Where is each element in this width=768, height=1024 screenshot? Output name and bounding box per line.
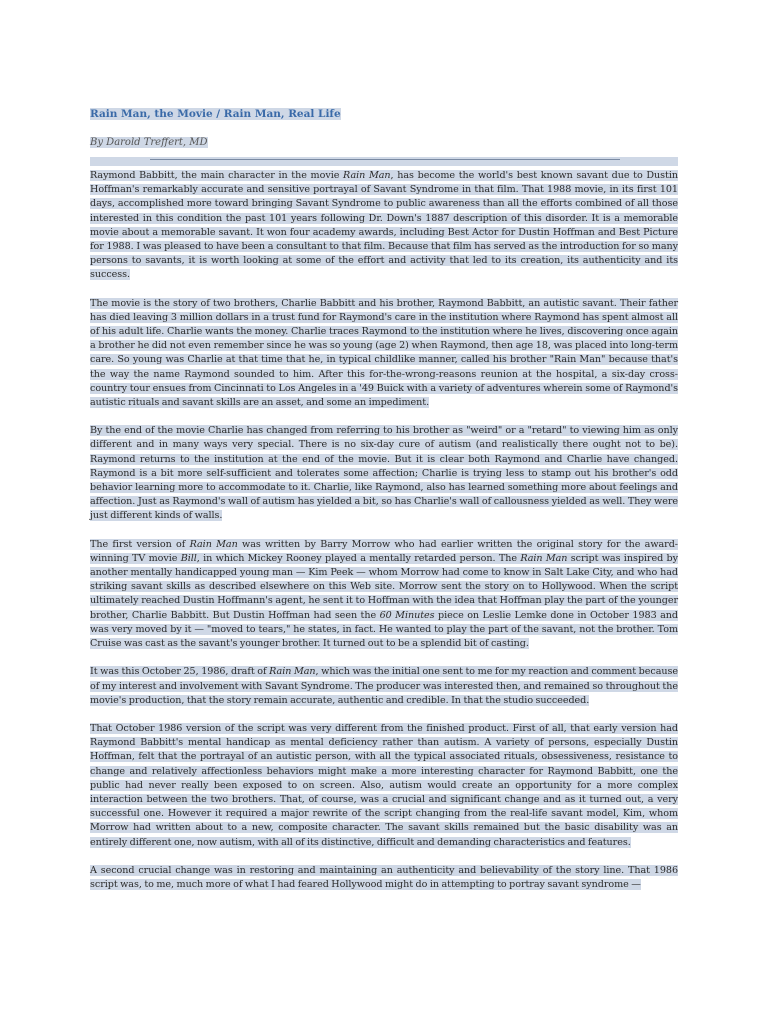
paragraph: [90, 722, 678, 850]
italic-title-text: Rain Man: [343, 170, 391, 181]
paragraph-list: [90, 169, 678, 892]
text-run: By the end of the movie Charlie has changed from referring to his brother as "weird" or a "retard" to viewing him as only different and in many ways very special. There is no six-day cure of autism (and realistically there ought not to be). Raymond returns to the institution at the end of the movie. But it is clear both Raymond and Charlie have changed. Raymond is a bit more self-sufficient and tolerates some affection; Charlie is trying less to stamp out his brother's odd behavior learning more to accommodate to it. Charlie, like Raymond, also has learned something more about feelings and affection. Just as Raymond's wall of autism has yielded a bit, so has Charlie's wall of callousness yielded as well. They were just different kinds of walls.: [90, 425, 678, 522]
paragraph-text: [90, 298, 678, 408]
rule-line: [150, 159, 620, 160]
text-run: was written by Barry Morrow who had earlier written the original story for the award-winning TV movie: [90, 538, 678, 564]
text-run: That October 1986 version of the script was very different from the finished product. First of all, that early version had Raymond Babbitt's mental handicap as mental deficiency rather than autism. A variety of persons, especially Dustin Hoffman, felt that the portrayal of an autistic person, with all the typical associated rituals, obsessiveness, resistance to change and relatively affectionless behaviors might make a more interesting character for Raymond Babbitt, one the public had never really been exposed to on screen. Also, autism would create an opportunity for a more complex interaction between the two brothers. That, of course, was a crucial and significant change and as it turned out, a very successful one. However it required a major rewrite of the script changing from the real-life savant model, Kim, whom Morrow had written about to a new, composite character. The savant skills remained but the basic disability was an entirely different one, now autism, with all of its distinctive, difficult and demanding characteristics and features.: [90, 722, 678, 848]
title-text: Rain Man, the Movie / Rain Man, Real Life: [90, 108, 341, 120]
paragraph-text: [90, 666, 678, 705]
text-run: A second crucial change was in restoring and maintaining an authenticity and believability of the story line. That 1986 script was, to me, much more of what I had feared Hollywood might do in attempting to portray savant syndrome —: [90, 864, 678, 890]
horizontal-rule: [90, 157, 678, 166]
paragraph-text: [90, 539, 678, 649]
paragraph: [90, 297, 678, 411]
article-title: [90, 106, 678, 122]
paragraph: [90, 169, 678, 283]
text-run: It was this October 25, 1986, draft of: [90, 666, 270, 678]
paragraph: [90, 424, 678, 523]
text-run: piece on Leslie Lemke done in October 1983 and was very moved by it — "moved to tears," he states, in fact. He wanted to play the part of the savant, not the brother. Tom Cruise was cast as the savant's younger brother. It turned out to be a splendid bit of casting.: [90, 609, 679, 650]
text-run: , which was the initial one sent to me for my reaction and comment because of my interest and involvement with Savant Syndrome. The producer was interested then, and remained so throughout the movie's production, that the story remain accurate, authentic and credible. In that the studio succeeded.: [90, 666, 678, 706]
italic-title-text: Rain Man: [520, 552, 568, 564]
author-text: By Darold Treffert, MD: [90, 137, 208, 148]
article-body: [90, 106, 678, 906]
text-run: The first version of: [90, 538, 190, 550]
paragraph-text: [90, 170, 678, 280]
article-author: [90, 135, 678, 151]
paragraph-text: [90, 865, 678, 890]
text-run: script was inspired by another mentally handicapped young man — Kim Peek — whom Morrow had come to know in Salt Lake City, and who had striking savant skills as described elsewhere on this Web site. Morrow sent the story on to Hollywood. When the script ultimately reached Dustin Hoffmann's agent, he sent it to Hoffman with the idea that Hoffman play the part of the younger brother, Charlie Babbitt. But Dustin Hoffman had seen the: [90, 552, 678, 621]
text-run: Raymond Babbitt, the main character in the movie: [90, 170, 344, 181]
paragraph: [90, 538, 678, 652]
paragraph-text: [90, 723, 678, 848]
paragraph: [90, 665, 678, 708]
paragraph: [90, 864, 678, 892]
italic-title-text: Rain Man: [269, 666, 316, 678]
paragraph-text: [90, 425, 678, 521]
italic-title-text: Bill: [180, 552, 197, 564]
italic-title-text: Rain Man: [189, 538, 238, 550]
text-run: , in which Mickey Rooney played a mentally retarded person. The: [196, 552, 521, 564]
italic-title-text: 60 Minutes: [379, 609, 435, 621]
text-run: The movie is the story of two brothers, Charlie Babbitt and his brother, Raymond Babbitt, an autistic savant. Their father has died leaving 3 million dollars in a trust fund for Raymond's care in the institution where Raymond has spent almost all of his adult life. Charlie wants the money. Charlie traces Raymond to the institution where he lives, discovering once again a brother he did not even remember since he was so young (age 2) when Raymond, then age 18, was placed into long-term care. So young was Charlie at that time that he, in typical childlike manner, called his brother "Rain Man" because that's the way the name Raymond sounded to him. After this for-the-wrong-reasons reunion at the hospital, a six-day cross-country tour ensues from Cincinnati to Los Angeles in a '49 Buick with a variety of adventures wherein some of Raymond's autistic rituals and savant skills are an asset, and some an impediment.: [90, 297, 678, 409]
text-run: , has become the world's best known savant due to Dustin Hoffman's remarkably accurate and sensitive portrayal of Savant Syndrome in that film. That 1988 movie, in its first 101 days, accomplished more toward bringing Savant Syndrome to public awareness than all the efforts combined of all those interested in this condition the past 101 years following Dr. Down's 1887 description of this disorder. It is a memorable movie about a memorable savant. It won four academy awards, including Best Actor for Dustin Hoffman and Best Picture for 1988. I was pleased to have been a consultant to that film. Because that film has served as the introduction for so many persons to savants, it is worth looking at some of the effort and activity that led to its creation, its authenticity and its success.: [90, 170, 678, 281]
